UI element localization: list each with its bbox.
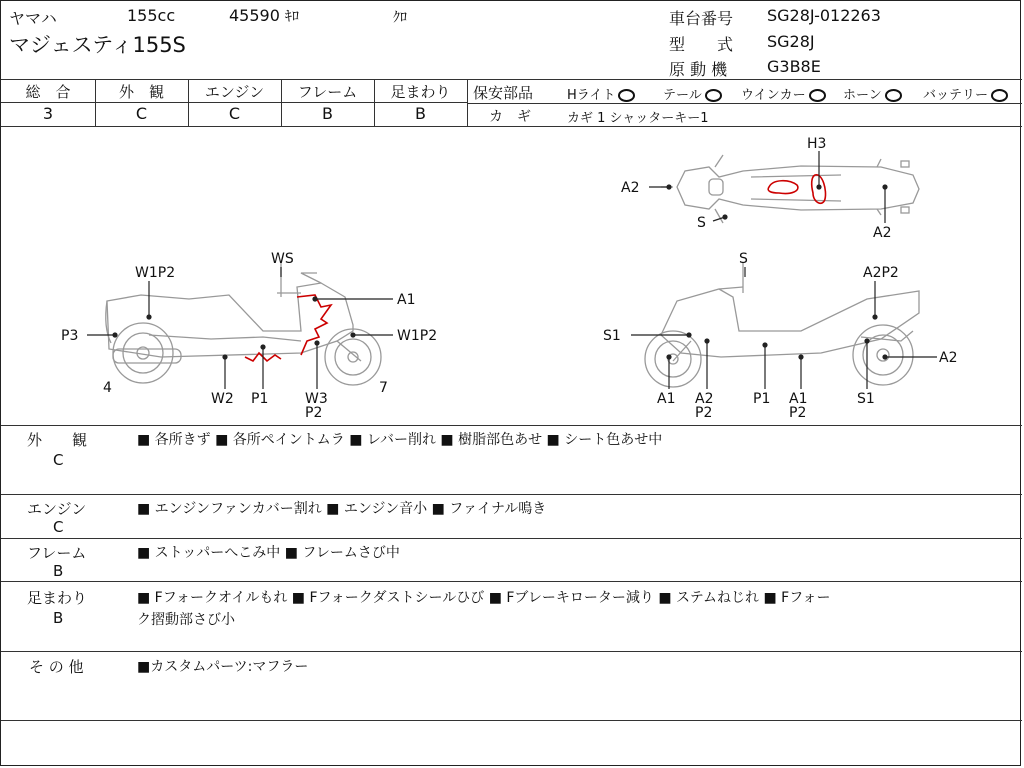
remark-other-text: ■カスタムパーツ:マフラー [137, 659, 309, 675]
divider [1, 425, 1022, 426]
diagram-label: S1 [603, 328, 621, 344]
ok-circle-icon [809, 89, 826, 102]
grade-engine-value: C [228, 104, 241, 123]
diagram-label: P1 [753, 391, 771, 407]
key-label: カ ギ [489, 109, 531, 125]
diagram-label: P2 [305, 405, 323, 421]
divider [1, 538, 1022, 539]
grade-suspension-value: B [415, 104, 426, 123]
damage-mark [297, 295, 331, 355]
engine-code: G3B8E [767, 57, 821, 76]
ok-circle-icon [705, 89, 722, 102]
diagram-label: WS [271, 251, 294, 267]
diagram-label: S1 [857, 391, 875, 407]
maker: ヤマハ [9, 9, 57, 28]
mileage-unit: ｷﾛ [285, 9, 299, 25]
remark-engine-grade: C [53, 518, 64, 536]
frame-no-label: 車台番号 [669, 9, 734, 28]
grade-exterior-label: 外 観 [118, 83, 164, 101]
ok-circle-icon [618, 89, 635, 102]
scooter-right-outline [661, 289, 919, 357]
model-code: SG28J [767, 32, 815, 51]
ok-circle-icon [885, 89, 902, 102]
divider [1, 102, 95, 103]
diagram-label: W3 [305, 391, 328, 407]
remark-suspension-text-cont: ク摺動部さび小 [137, 612, 235, 628]
diagram-label: W2 [211, 391, 234, 407]
diagram-label: 4 [103, 380, 112, 396]
remark-exterior-grade: C [53, 451, 64, 469]
key-value: カギ 1 シャッターキー1 [567, 111, 709, 126]
grade-overall-label: 総 合 [25, 83, 71, 101]
safety-winker: ウインカー [741, 84, 826, 103]
remark-engine-text: ■ エンジンファンカバー割れ ■ エンジン音小 ■ ファイナル鳴き [137, 501, 547, 517]
engine-label: 原 動 機 [669, 60, 728, 79]
divider [1, 581, 1022, 582]
divider [467, 103, 1022, 104]
diagram-label: A2P2 [863, 265, 899, 281]
model-name: マジェスティ155S [9, 33, 186, 57]
remark-frame-text: ■ ストッパーへこみ中 ■ フレームさび中 [137, 545, 400, 561]
remark-suspension-label: 足まわり [27, 589, 88, 607]
grade-engine-label: エンジン [204, 83, 265, 101]
diagram-label: A2 [873, 225, 892, 241]
color: ｸﾛ [393, 10, 407, 26]
grade-suspension-label: 足まわり [390, 83, 451, 101]
remark-frame-grade: B [53, 562, 64, 580]
safety-headlight: Hライト [567, 84, 635, 103]
diagram-label: A1 [657, 391, 676, 407]
safety-tail: テール [663, 84, 722, 103]
mileage-value: 45590 [229, 6, 280, 25]
diagram-label: W1P2 [397, 328, 438, 344]
model-code-label: 型 式 [669, 35, 734, 54]
displacement: 155cc [127, 6, 176, 25]
diagram-label: S [739, 251, 748, 267]
safety-label: 保安部品 [473, 84, 534, 102]
remark-other-label: そ の 他 [29, 658, 84, 676]
diagram-label: A2 [939, 350, 958, 366]
diagram-label: P2 [695, 405, 713, 421]
remark-frame-label: フレーム [27, 544, 87, 562]
scooter-left-outline [107, 283, 353, 357]
safety-battery: バッテリー [923, 84, 1008, 103]
diagram-label: P1 [251, 391, 269, 407]
grade-exterior-value: C [135, 104, 148, 123]
frame-no: SG28J-012263 [767, 6, 881, 25]
diagram-label: 7 [379, 380, 388, 396]
safety-horn: ホーン [843, 84, 902, 103]
diagram-label: W1P2 [135, 265, 176, 281]
diagram-label: S [697, 215, 706, 231]
divider [1, 79, 1022, 80]
grade-frame-value: B [322, 104, 333, 123]
diagram-label: P2 [789, 405, 807, 421]
remark-exterior-text: ■ 各所きず ■ 各所ペイントムラ ■ レバー削れ ■ 樹脂部色あせ ■ シート色あせ中 [137, 432, 663, 448]
diagram-label: A2 [695, 391, 714, 407]
divider [467, 79, 468, 126]
divider [1, 720, 1022, 721]
remark-engine-label: エンジン [27, 500, 87, 518]
divider [1, 651, 1022, 652]
remark-exterior-label: 外 観 [27, 431, 88, 449]
diagram-label: A1 [397, 292, 416, 308]
grade-overall-value: 3 [42, 104, 54, 123]
diagram-label: P3 [61, 328, 79, 344]
damage-mark [768, 181, 798, 194]
remark-suspension-grade: B [53, 609, 64, 627]
diagram-label: A1 [789, 391, 808, 407]
damage-diagram [1, 127, 1021, 425]
ok-circle-icon [991, 89, 1008, 102]
mileage [229, 6, 299, 26]
grade-frame-label: フレーム [297, 83, 358, 101]
remark-suspension-text: ■ Fフォークオイルもれ ■ Fフォークダストシールひび ■ Fブレーキローター減り ■ ステムねじれ ■ Fフォー [137, 590, 831, 606]
diagram-label: A2 [621, 180, 640, 196]
divider [1, 494, 1022, 495]
diagram-label: H3 [807, 136, 827, 152]
